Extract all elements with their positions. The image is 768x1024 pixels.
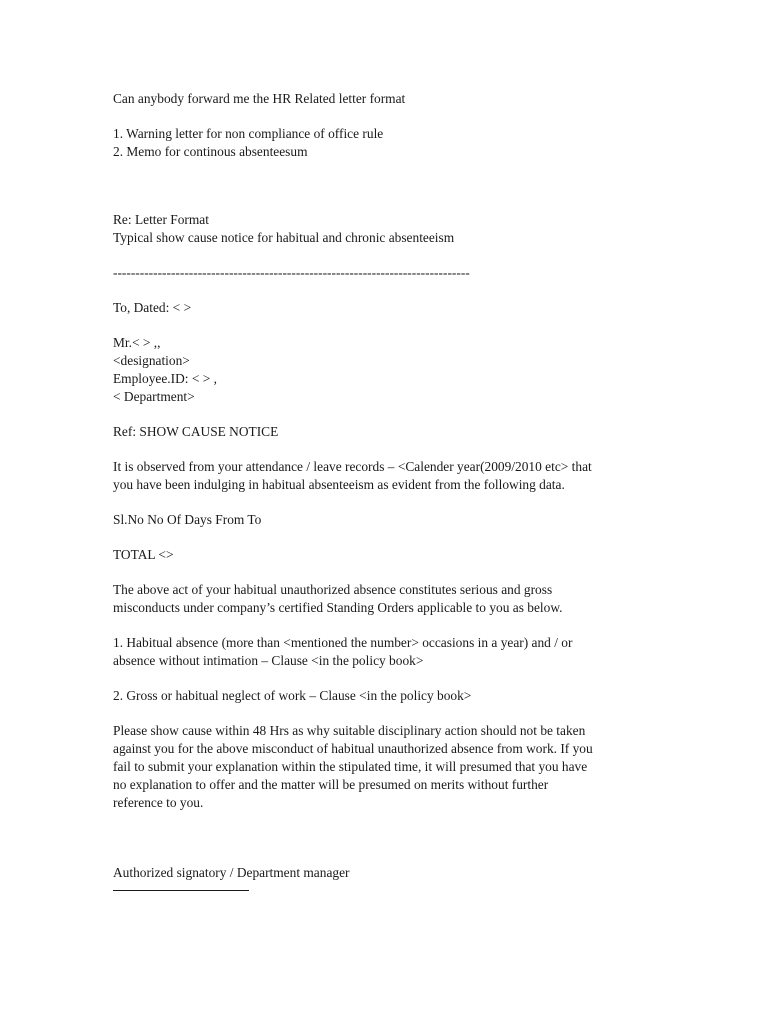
reply-subject: Re: Letter Format	[113, 212, 209, 227]
table-header: Sl.No No Of Days From To	[113, 512, 262, 527]
recipient-employee-id: Employee.ID: < > ,	[113, 371, 217, 386]
recipient-name: Mr.< > ,,	[113, 335, 161, 350]
signature-line	[113, 884, 249, 891]
clause-1-line-1: 1. Habitual absence (more than <mentioned the number> occasions in a year) and / or	[113, 635, 573, 650]
paragraph-1-line-2: you have been indulging in habitual absenteeism as evident from the following data.	[113, 477, 565, 492]
to-dated: To, Dated: < >	[113, 300, 192, 315]
recipient-department: < Department>	[113, 389, 195, 404]
document-body	[113, 90, 673, 891]
clause-1-line-2: absence without intimation – Clause <in the policy book>	[113, 653, 424, 668]
signatory-label: Authorized signatory / Department manager	[113, 865, 350, 880]
total-line: TOTAL <>	[113, 547, 174, 562]
request-item-2: 2. Memo for continous absenteesum	[113, 144, 308, 159]
request-question: Can anybody forward me the HR Related letter format	[113, 91, 406, 106]
clause-2: 2. Gross or habitual neglect of work – Clause <in the policy book>	[113, 688, 472, 703]
paragraph-3-line-1: Please show cause within 48 Hrs as why suitable disciplinary action should not be taken	[113, 723, 586, 738]
recipient-designation: <designation>	[113, 353, 190, 368]
paragraph-1-line-1: It is observed from your attendance / leave records – <Calender year(2009/2010 etc> that	[113, 459, 592, 474]
paragraph-3-line-4: no explanation to offer and the matter will be presumed on merits without further	[113, 777, 549, 792]
reply-intro: Typical show cause notice for habitual and chronic absenteeism	[113, 230, 455, 245]
paragraph-3-line-2: against you for the above misconduct of habitual unauthorized absence from work. If you	[113, 741, 593, 756]
paragraph-3-line-3: fail to submit your explanation within the stipulated time, it will presumed that you have	[113, 759, 588, 774]
paragraph-2-line-2: misconducts under company’s certified Standing Orders applicable to you as below.	[113, 600, 563, 615]
reference-line: Ref: SHOW CAUSE NOTICE	[113, 424, 279, 439]
separator-line: --------------------------------------------------------------------------------	[113, 265, 470, 280]
request-item-1: 1. Warning letter for non compliance of office rule	[113, 126, 384, 141]
paragraph-3-line-5: reference to you.	[113, 795, 204, 810]
paragraph-2-line-1: The above act of your habitual unauthorized absence constitutes serious and gross	[113, 582, 553, 597]
